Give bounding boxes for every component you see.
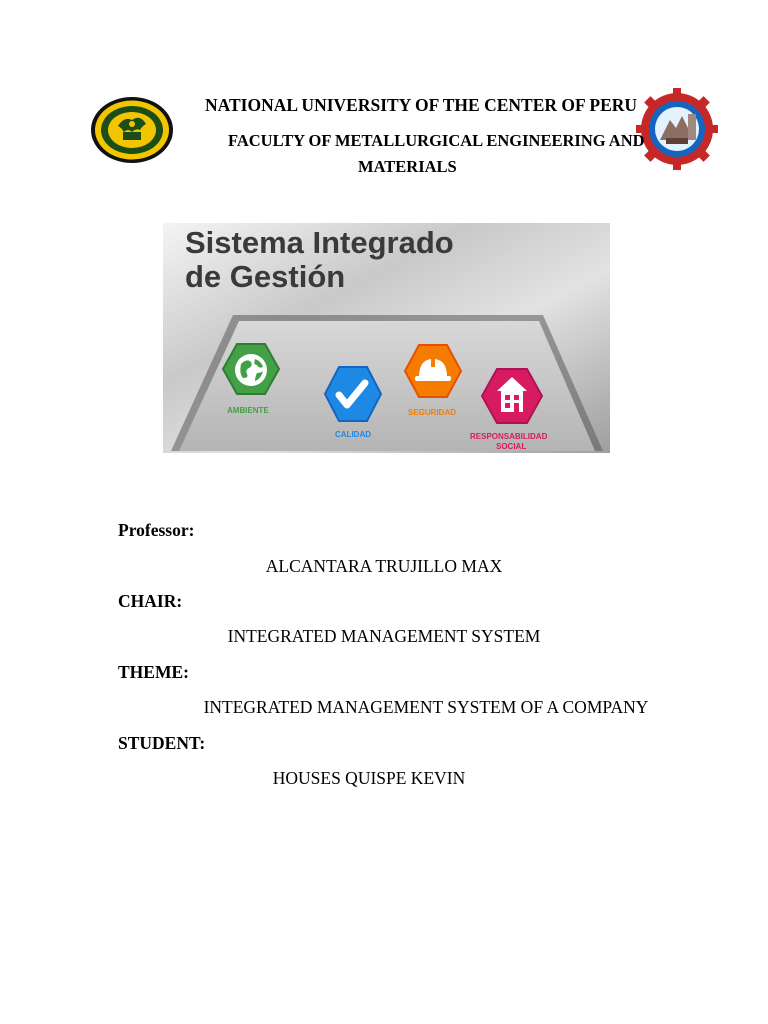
calidad-label: CALIDAD <box>335 430 371 439</box>
faculty-title-line2: MATERIALS <box>358 157 457 176</box>
university-title: NATIONAL UNIVERSITY OF THE CENTER OF PERU <box>205 95 638 115</box>
professor-value: ALCANTARA TRUJILLO MAX <box>265 556 503 576</box>
seguridad-label: SEGURIDAD <box>408 408 457 417</box>
faculty-emblem-icon <box>636 88 718 170</box>
responsabilidad-label-line2: SOCIAL <box>496 442 527 451</box>
theme-value: INTEGRATED MANAGEMENT SYSTEM OF A COMPANY <box>203 697 649 717</box>
chair-value: INTEGRATED MANAGEMENT SYSTEM <box>227 626 541 646</box>
banner-title-line1: Sistema Integrado <box>185 225 454 260</box>
student-label: STUDENT: <box>118 733 206 753</box>
faculty-title-line1: FACULTY OF METALLURGICAL ENGINEERING AND <box>228 131 645 150</box>
professor-label: Professor: <box>118 520 195 540</box>
integrated-management-banner <box>163 223 610 453</box>
banner-title-line2: de Gestión <box>185 259 346 294</box>
chair-label: CHAIR: <box>118 591 183 611</box>
responsabilidad-label-line1: RESPONSABILIDAD <box>470 432 548 441</box>
student-value: HOUSES QUISPE KEVIN <box>272 768 466 788</box>
theme-label: THEME: <box>118 662 189 682</box>
ambiente-label: AMBIENTE <box>227 406 269 415</box>
university-seal-icon <box>90 96 174 164</box>
globe-icon <box>235 354 267 386</box>
